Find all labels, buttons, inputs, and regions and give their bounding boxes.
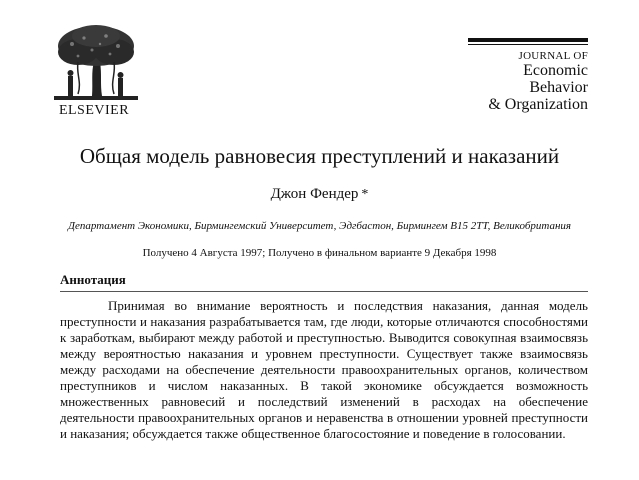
author-line: [0, 185, 639, 204]
journal-rule-thin: [468, 44, 588, 45]
abstract-heading: Аннотация: [60, 272, 126, 287]
publisher-name: ELSEVIER: [58, 103, 130, 118]
author-affiliation: Департамент Экономики, Бирмингемский Университет, Эдгбастон, Бирмингем B15 2TT, Великобритания: [67, 220, 572, 232]
abstract-text: Принимая во внимание вероятность и последствия наказания, данная модель преступности и наказания разрабатывается там, где люди, которые отличаются способностями к заработкам, выбирают между работой и преступностью. Выводится совокупная взаимосвязь между вероятностью наказания и уровнем преступности. Существует также взаимосвязь между расходами на обеспечение деятельности правоохранительных органов, количеством преступников и числом наказанных. В такой экономике обсуждается возможность множественных равновесий и последствий изменений в расходах на обеспечение деятельности правоохранительных органов и неравенства в отношении уровней преступности и наказания; обсуждается также общественное благосостояние и поведение в голосовании.: [60, 298, 588, 441]
tree-logo-icon: [48, 22, 144, 104]
journal-masthead: [468, 38, 588, 113]
abstract-divider: [60, 291, 588, 292]
author-name: Джон Фендер: [270, 186, 359, 202]
journal-name-line3: & Organization: [488, 96, 588, 113]
author-footnote-mark[interactable]: *: [361, 187, 369, 202]
journal-rule-thick: [468, 38, 588, 42]
journal-name-line2: Economic Behavior: [523, 62, 588, 96]
journal-name-line1: JOURNAL OF: [518, 50, 588, 62]
received-dates: Получено 4 Августа 1997; Получено в финальном варианте 9 Декабря 1998: [142, 247, 497, 259]
paper-title: Общая модель равновесия преступлений и наказаний: [79, 144, 560, 168]
